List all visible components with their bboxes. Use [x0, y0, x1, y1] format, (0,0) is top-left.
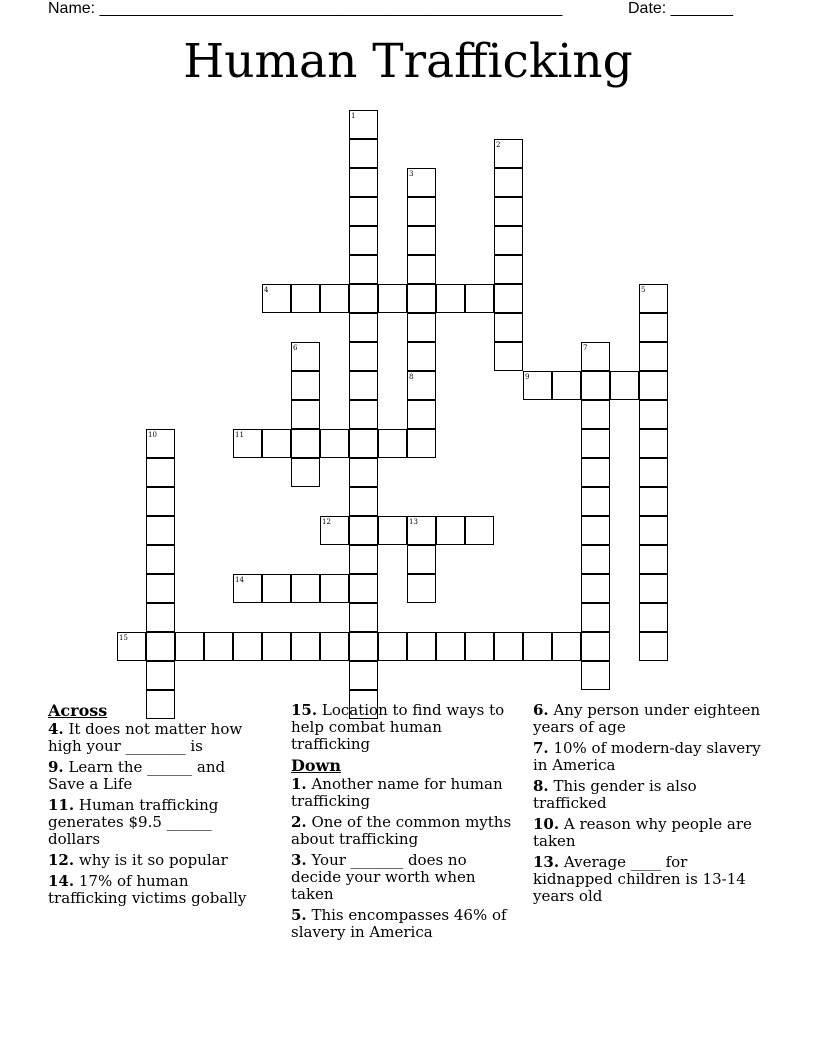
grid-cell[interactable]: [291, 458, 320, 487]
clue-across-9: 9. Learn the ______ and Save a Life: [48, 758, 226, 793]
clue-down-2: 2. One of the common myths about trafficking: [291, 813, 512, 848]
clue-across-4: 4. It does not matter how high your ________ is: [48, 720, 243, 755]
grid-cell[interactable]: [262, 632, 291, 661]
grid-cell[interactable]: [349, 255, 378, 284]
clue-number-1: 1: [351, 112, 356, 120]
grid-cell[interactable]: [146, 487, 175, 516]
grid-cell[interactable]: [349, 574, 378, 603]
clue-down-3: 3. Your _______ does no decide your worth when taken: [291, 851, 476, 903]
clue-across-15: 15. Location to find ways to help combat human trafficking: [291, 701, 505, 753]
grid-cell[interactable]: [349, 371, 378, 400]
grid-cell[interactable]: [349, 458, 378, 487]
grid-cell[interactable]: [407, 429, 436, 458]
across-heading: Across: [48, 701, 108, 720]
grid-cell[interactable]: [378, 429, 407, 458]
clue-number-5: 5: [641, 286, 646, 294]
grid-cell[interactable]: [494, 313, 523, 342]
grid-cell[interactable]: [494, 284, 523, 313]
grid-cell[interactable]: [349, 516, 378, 545]
clue-number-2: 2: [496, 141, 501, 149]
clue-number-14: 14: [235, 576, 244, 584]
grid-cell[interactable]: [349, 313, 378, 342]
grid-cell[interactable]: [320, 284, 349, 313]
grid-cell[interactable]: [639, 516, 668, 545]
grid-cell[interactable]: [407, 400, 436, 429]
grid-cell[interactable]: [407, 255, 436, 284]
grid-cell[interactable]: [610, 371, 639, 400]
grid-cell[interactable]: [320, 632, 349, 661]
clue-number-6: 6: [293, 344, 298, 352]
grid-cell[interactable]: [581, 458, 610, 487]
grid-cell[interactable]: [494, 168, 523, 197]
grid-cell[interactable]: [407, 313, 436, 342]
grid-cell[interactable]: [407, 574, 436, 603]
clue-number-9: 9: [525, 373, 530, 381]
grid-cell[interactable]: [349, 487, 378, 516]
grid-cell[interactable]: [204, 632, 233, 661]
grid-cell[interactable]: [349, 139, 378, 168]
grid-cell[interactable]: [407, 632, 436, 661]
grid-cell[interactable]: [407, 545, 436, 574]
grid-cell[interactable]: [436, 632, 465, 661]
clue-down-13: 13. Average ____ for kidnapped children is 13-14 years old: [533, 853, 746, 905]
grid-cell[interactable]: [262, 574, 291, 603]
grid-cell[interactable]: [349, 429, 378, 458]
grid-cell[interactable]: [494, 632, 523, 661]
grid-cell[interactable]: [639, 458, 668, 487]
clue-number-10: 10: [148, 431, 157, 439]
grid-cell[interactable]: [639, 429, 668, 458]
grid-cell[interactable]: [581, 632, 610, 661]
grid-cell[interactable]: [146, 574, 175, 603]
clue-number-7: 7: [583, 344, 588, 352]
grid-cell[interactable]: [349, 168, 378, 197]
clues-column-2: [291, 702, 516, 945]
clue-across-12: 12. why is it so popular: [48, 851, 228, 869]
grid-cell[interactable]: [349, 284, 378, 313]
grid-cell[interactable]: [581, 603, 610, 632]
clues-column-3: [533, 702, 763, 909]
grid-cell[interactable]: [146, 516, 175, 545]
grid-cell[interactable]: [175, 632, 204, 661]
clue-across-11: 11. Human trafficking generates $9.5 ______ dollars: [48, 796, 219, 848]
grid-cell[interactable]: [494, 255, 523, 284]
clue-number-13: 13: [409, 518, 418, 526]
page-title: Human Trafficking: [183, 34, 633, 89]
grid-cell[interactable]: [436, 516, 465, 545]
clue-number-3: 3: [409, 170, 414, 178]
grid-cell[interactable]: [291, 400, 320, 429]
down-heading: Down: [291, 756, 341, 775]
grid-cell[interactable]: [146, 603, 175, 632]
grid-cell[interactable]: [291, 632, 320, 661]
grid-cell[interactable]: [146, 661, 175, 690]
grid-cell[interactable]: [465, 284, 494, 313]
grid-cell[interactable]: [407, 226, 436, 255]
grid-cell[interactable]: [581, 371, 610, 400]
grid-cell[interactable]: [494, 197, 523, 226]
grid-cell[interactable]: [581, 574, 610, 603]
grid-cell[interactable]: [494, 226, 523, 255]
grid-cell[interactable]: [639, 342, 668, 371]
grid-cell[interactable]: [639, 400, 668, 429]
grid-cell[interactable]: [465, 516, 494, 545]
grid-cell[interactable]: [552, 371, 581, 400]
grid-cell[interactable]: [581, 661, 610, 690]
clue-down-1: 1. Another name for human trafficking: [291, 775, 503, 810]
grid-cell[interactable]: [639, 371, 668, 400]
grid-cell[interactable]: [349, 632, 378, 661]
clue-down-7: 7. 10% of modern-day slavery in America: [533, 739, 761, 774]
grid-cell[interactable]: [523, 632, 552, 661]
grid-cell[interactable]: [146, 545, 175, 574]
grid-cell[interactable]: [349, 342, 378, 371]
grid-cell[interactable]: [581, 545, 610, 574]
grid-cell[interactable]: [378, 284, 407, 313]
grid-cell[interactable]: [320, 574, 349, 603]
grid-cell[interactable]: [407, 342, 436, 371]
grid-cell[interactable]: [581, 516, 610, 545]
grid-cell[interactable]: [639, 603, 668, 632]
grid-cell[interactable]: [349, 545, 378, 574]
grid-cell[interactable]: [436, 284, 465, 313]
grid-cell[interactable]: [320, 429, 349, 458]
clue-down-6: 6. Any person under eighteen years of age: [533, 701, 761, 736]
clue-number-15: 15: [119, 634, 128, 642]
grid-cell[interactable]: [639, 545, 668, 574]
clue-number-11: 11: [235, 431, 244, 439]
grid-cell[interactable]: [494, 342, 523, 371]
grid-cell[interactable]: [262, 429, 291, 458]
grid-cell[interactable]: [552, 632, 581, 661]
clue-number-8: 8: [409, 373, 414, 381]
clue-down-10: 10. A reason why people are taken: [533, 815, 752, 850]
grid-cell[interactable]: [639, 313, 668, 342]
date-label: Date: _______: [628, 0, 733, 17]
clue-number-12: 12: [322, 518, 331, 526]
grid-cell[interactable]: [407, 284, 436, 313]
grid-cell[interactable]: [349, 603, 378, 632]
grid-cell[interactable]: [349, 661, 378, 690]
grid-cell[interactable]: [291, 429, 320, 458]
clue-number-4: 4: [264, 286, 269, 294]
grid-cell[interactable]: [378, 516, 407, 545]
clue-down-8: 8. This gender is also trafficked: [533, 777, 697, 812]
grid-cell[interactable]: [639, 574, 668, 603]
grid-cell[interactable]: [349, 197, 378, 226]
grid-cell[interactable]: [291, 371, 320, 400]
grid-cell[interactable]: [639, 632, 668, 661]
grid-cell[interactable]: [407, 197, 436, 226]
grid-cell[interactable]: [349, 226, 378, 255]
grid-cell[interactable]: [378, 632, 407, 661]
clue-down-5: 5. This encompasses 46% of slavery in America: [291, 906, 507, 941]
grid-cell[interactable]: [233, 632, 262, 661]
grid-cell[interactable]: [291, 574, 320, 603]
grid-cell[interactable]: [581, 400, 610, 429]
grid-cell[interactable]: [146, 632, 175, 661]
grid-cell[interactable]: [291, 284, 320, 313]
grid-cell[interactable]: [465, 632, 494, 661]
grid-cell[interactable]: [581, 487, 610, 516]
grid-cell[interactable]: [581, 429, 610, 458]
name-label: Name: ____________________________________________________: [48, 0, 563, 17]
grid-cell[interactable]: [639, 487, 668, 516]
clues-column-1: [48, 702, 263, 911]
grid-cell[interactable]: [146, 458, 175, 487]
grid-cell[interactable]: [349, 400, 378, 429]
clue-across-14: 14. 17% of human trafficking victims gobally: [48, 872, 247, 907]
